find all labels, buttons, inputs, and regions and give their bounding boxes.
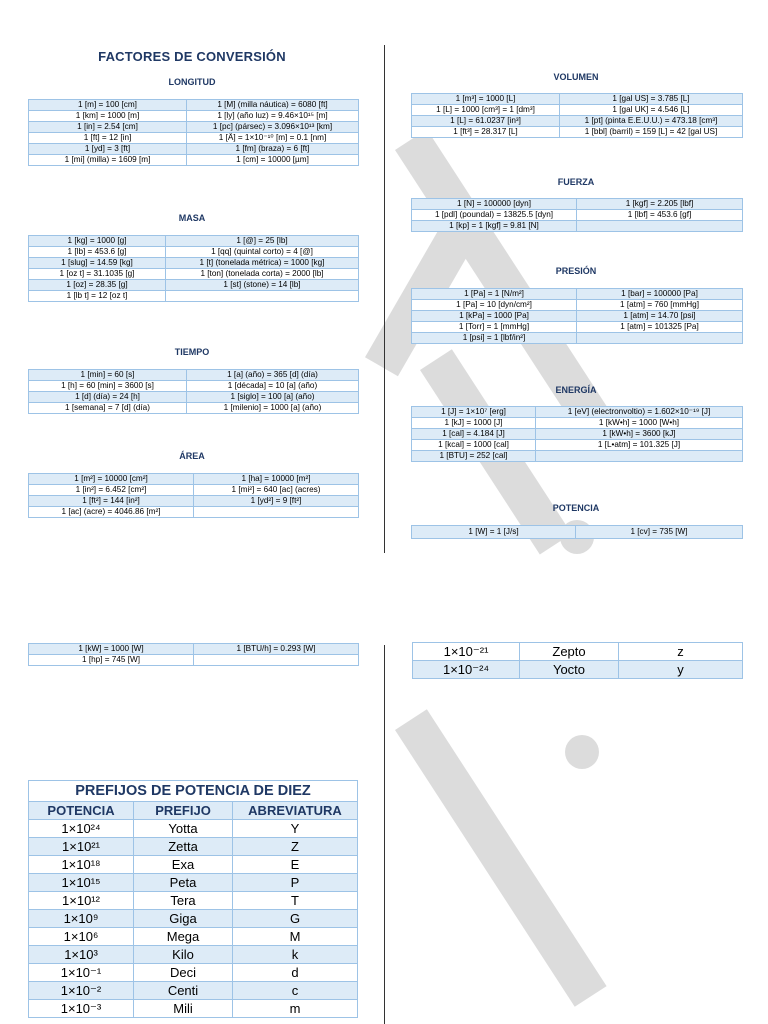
table-row — [29, 280, 359, 291]
cell: 1 [bar] = 100000 [Pa] — [577, 289, 743, 300]
section-title-fuerza: FUERZA — [557, 177, 595, 187]
cell: 1 [L] = 1000 [cm³] = 1 [dm³] — [412, 105, 560, 116]
table-row — [412, 451, 743, 462]
cell — [536, 451, 743, 462]
cell: 1 [ly] (año luz) = 9.46×10¹⁵ [m] — [187, 111, 359, 122]
cell: 1 [bbl] (barril) = 159 [L] = 42 [gal US] — [560, 127, 743, 138]
cell: 1 [h] = 60 [min] = 3600 [s] — [29, 381, 187, 392]
cell: 1 [kJ] = 1000 [J] — [412, 418, 536, 429]
table-row — [412, 429, 743, 440]
table-row — [412, 322, 743, 333]
cell: 1 [kW] = 1000 [W] — [29, 644, 194, 655]
cell: 1×10¹⁸ — [29, 856, 134, 874]
table-row — [29, 100, 359, 111]
table-row — [29, 644, 359, 655]
cell: 1 [ft²] = 144 [in²] — [29, 496, 194, 507]
cell: 1 [m³] = 1000 [L] — [412, 94, 560, 105]
cell: 1 [kW•h] = 3600 [kJ] — [536, 429, 743, 440]
cell: 1×10⁶ — [29, 928, 134, 946]
cell: 1 [cv] = 735 [W] — [576, 526, 743, 539]
cell: Yocto — [520, 661, 619, 679]
cell: 1 [mi²] = 640 [ac] (acres) — [194, 485, 359, 496]
table-row — [29, 856, 358, 874]
cell: 1 [m] = 100 [cm] — [29, 100, 187, 111]
cell: 1 [pt] (pinta E.E.U.U.) = 473.18 [cm³] — [560, 116, 743, 127]
table-row — [412, 94, 743, 105]
cell: Deci — [134, 964, 233, 982]
cell: 1 [slug] = 14.59 [kg] — [29, 258, 166, 269]
cell: 1 [atm] = 760 [mmHg] — [577, 300, 743, 311]
cell: d — [233, 964, 358, 982]
cell: M — [233, 928, 358, 946]
section-title-area: ÁREA — [179, 451, 205, 461]
cell: 1 [yd] = 3 [ft] — [29, 144, 187, 155]
cell: 1 [cal] = 4.184 [J] — [412, 429, 536, 440]
section-title-longitud: LONGITUD — [168, 77, 216, 87]
table-fuerza — [411, 198, 743, 232]
table-row — [29, 982, 358, 1000]
cell: 1 [Pa] = 10 [dyn/cm²] — [412, 300, 577, 311]
cell: 1 [min] = 60 [s] — [29, 370, 187, 381]
table-row — [29, 496, 359, 507]
cell: c — [233, 982, 358, 1000]
cell: 1 [in²] = 6.452 [cm²] — [29, 485, 194, 496]
cell: 1×10⁹ — [29, 910, 134, 928]
table-longitud — [28, 99, 359, 166]
cell — [166, 291, 359, 302]
cell: G — [233, 910, 358, 928]
cell: 1 [kPa] = 1000 [Pa] — [412, 311, 577, 322]
section-title-presion: PRESIÓN — [555, 266, 597, 276]
table-row — [412, 526, 743, 539]
cell: 1 [pdl] (poundal) = 13825.5 [dyn] — [412, 210, 577, 221]
table-row — [29, 946, 358, 964]
cell: 1 [N] = 100000 [dyn] — [412, 199, 577, 210]
table-row — [29, 1000, 358, 1018]
table-prefijos — [28, 780, 358, 1018]
cell: Yotta — [134, 820, 233, 838]
column-header-abreviatura: ABREVIATURA — [233, 802, 358, 820]
cell: Centi — [134, 982, 233, 1000]
cell: 1 [oz t] = 31.1035 [g] — [29, 269, 166, 280]
table-presion — [411, 288, 743, 344]
table-row — [29, 291, 359, 302]
cell: 1×10²⁴ — [29, 820, 134, 838]
cell: 1 [siglo] = 100 [a] (año) — [187, 392, 359, 403]
table-row — [29, 392, 359, 403]
cell: 1 [Torr] = 1 [mmHg] — [412, 322, 577, 333]
cell: 1 [ft³] = 28.317 [L] — [412, 127, 560, 138]
cell: 1 [W] = 1 [J/s] — [412, 526, 576, 539]
cell: 1 [oz] = 28.35 [g] — [29, 280, 166, 291]
table-row — [412, 418, 743, 429]
table-row — [412, 199, 743, 210]
cell: Exa — [134, 856, 233, 874]
table-row — [412, 221, 743, 232]
table-row — [412, 333, 743, 344]
cell: 1 [kcal] = 1000 [cal] — [412, 440, 536, 451]
table-row — [412, 210, 743, 221]
cell: 1×10⁻³ — [29, 1000, 134, 1018]
table-row — [29, 892, 358, 910]
cell: 1 [kgf] = 2.205 [lbf] — [577, 199, 743, 210]
table-row — [29, 507, 359, 518]
cell: E — [233, 856, 358, 874]
cell: 1 [gal US] = 3.785 [L] — [560, 94, 743, 105]
cell: 1 [atm] = 101325 [Pa] — [577, 322, 743, 333]
cell: P — [233, 874, 358, 892]
cell: 1 [m²] = 10000 [cm²] — [29, 474, 194, 485]
section-title-volumen: VOLUMEN — [553, 72, 599, 82]
section-title-potencia: POTENCIA — [552, 503, 600, 513]
cell: 1 [M] (milla náutica) = 6080 [ft] — [187, 100, 359, 111]
cell: T — [233, 892, 358, 910]
cell: 1 [ft] = 12 [in] — [29, 133, 187, 144]
cell: 1 [fm] (braza) = 6 [ft] — [187, 144, 359, 155]
table-row — [29, 485, 359, 496]
cell: 1 [st] (stone) = 14 [lb] — [166, 280, 359, 291]
cell: 1 [J] = 1×10⁷ [erg] — [412, 407, 536, 418]
table-row — [413, 643, 743, 661]
cell: 1 [ac] (acre) = 4046.86 [m²] — [29, 507, 194, 518]
table-row — [29, 269, 359, 280]
cell: Z — [233, 838, 358, 856]
cell: 1 [lb t] = 12 [oz t] — [29, 291, 166, 302]
cell — [577, 221, 743, 232]
column-divider-top — [384, 45, 385, 553]
table-row — [29, 111, 359, 122]
cell: 1 [milenio] = 1000 [a] (año) — [187, 403, 359, 414]
cell: Zepto — [520, 643, 619, 661]
cell: Peta — [134, 874, 233, 892]
table-volumen — [411, 93, 743, 138]
section-title-energia: ENERGÍA — [555, 385, 597, 395]
cell: 1 [L] = 61.0237 [in³] — [412, 116, 560, 127]
column-header-potencia: POTENCIA — [29, 802, 134, 820]
table-row — [29, 838, 358, 856]
cell: 1×10¹² — [29, 892, 134, 910]
table-row — [29, 381, 359, 392]
cell: 1×10⁻¹ — [29, 964, 134, 982]
table-row — [412, 116, 743, 127]
section-title-tiempo: TIEMPO — [174, 347, 210, 357]
table-row — [29, 928, 358, 946]
cell: 1 [eV] (electronvoltio) = 1.602×10⁻¹⁹ [J] — [536, 407, 743, 418]
section-title-masa: MASA — [178, 213, 206, 223]
cell: 1 [semana] = 7 [d] (día) — [29, 403, 187, 414]
cell: 1 [gal UK] = 4.546 [L] — [560, 105, 743, 116]
table-row — [413, 661, 743, 679]
cell: 1 [ton] (tonelada corta) = 2000 [lb] — [166, 269, 359, 280]
table-row — [412, 127, 743, 138]
column-header-prefijo: PREFIJO — [134, 802, 233, 820]
table-prefijos-continued — [412, 642, 743, 679]
prefijos-title: PREFIJOS DE POTENCIA DE DIEZ — [29, 781, 358, 802]
cell: 1 [lbf] = 453.6 [gf] — [577, 210, 743, 221]
cell: Mili — [134, 1000, 233, 1018]
column-divider-bottom — [384, 645, 385, 1024]
table-masa — [28, 235, 359, 302]
cell: 1 [década] = 10 [a] (año) — [187, 381, 359, 392]
cell: Y — [233, 820, 358, 838]
table-row — [29, 144, 359, 155]
cell: Mega — [134, 928, 233, 946]
table-row — [29, 964, 358, 982]
cell: Kilo — [134, 946, 233, 964]
cell: 1 [@] = 25 [lb] — [166, 236, 359, 247]
cell: 1 [a] (año) = 365 [d] (día) — [187, 370, 359, 381]
cell: 1 [BTU] = 252 [cal] — [412, 451, 536, 462]
table-row — [29, 474, 359, 485]
table-row — [29, 820, 358, 838]
cell: 1×10⁻²⁴ — [413, 661, 520, 679]
cell — [194, 655, 359, 666]
table-tiempo — [28, 369, 359, 414]
table-row — [412, 105, 743, 116]
cell: 1 [kp] = 1 [kgf] = 9.81 [N] — [412, 221, 577, 232]
page-title: FACTORES DE CONVERSIÓN — [98, 49, 286, 64]
cell: 1 [km] = 1000 [m] — [29, 111, 187, 122]
cell: Giga — [134, 910, 233, 928]
cell: 1×10⁻²¹ — [413, 643, 520, 661]
cell — [194, 507, 359, 518]
cell: 1 [kg] = 1000 [g] — [29, 236, 166, 247]
cell: 1 [t] (tonelada métrica) = 1000 [kg] — [166, 258, 359, 269]
cell: k — [233, 946, 358, 964]
table-row — [29, 910, 358, 928]
cell: 1 [ha] = 10000 [m²] — [194, 474, 359, 485]
table-potencia-continued — [28, 643, 359, 666]
cell: m — [233, 1000, 358, 1018]
table-row — [412, 407, 743, 418]
table-row — [29, 122, 359, 133]
cell: z — [619, 643, 743, 661]
table-area — [28, 473, 359, 518]
cell: 1 [yd²] = 9 [ft²] — [194, 496, 359, 507]
cell: y — [619, 661, 743, 679]
cell: 1 [psi] = 1 [lbf/in²] — [412, 333, 577, 344]
cell: 1 [atm] = 14.70 [psi] — [577, 311, 743, 322]
table-row — [412, 300, 743, 311]
table-potencia — [411, 525, 743, 539]
table-row — [29, 370, 359, 381]
cell: 1 [L•atm] = 101.325 [J] — [536, 440, 743, 451]
cell: 1×10²¹ — [29, 838, 134, 856]
table-row — [412, 311, 743, 322]
table-row — [412, 289, 743, 300]
cell: 1 [in] = 2.54 [cm] — [29, 122, 187, 133]
cell: 1 [qq] (quintal corto) = 4 [@] — [166, 247, 359, 258]
cell: 1 [cm] = 10000 [µm] — [187, 155, 359, 166]
cell — [577, 333, 743, 344]
cell: 1×10³ — [29, 946, 134, 964]
cell: 1 [Å] = 1×10⁻¹⁰ [m] = 0.1 [nm] — [187, 133, 359, 144]
cell: 1 [hp] = 745 [W] — [29, 655, 194, 666]
cell: 1 [BTU/h] = 0.293 [W] — [194, 644, 359, 655]
table-energia — [411, 406, 743, 462]
cell: 1 [pc] (pársec) = 3.096×10¹³ [km] — [187, 122, 359, 133]
cell: 1×10⁻² — [29, 982, 134, 1000]
table-row — [412, 440, 743, 451]
cell: 1×10¹⁵ — [29, 874, 134, 892]
cell: Zetta — [134, 838, 233, 856]
cell: 1 [d] (día) = 24 [h] — [29, 392, 187, 403]
table-row — [29, 403, 359, 414]
table-row — [29, 236, 359, 247]
table-row — [29, 258, 359, 269]
cell: 1 [Pa] = 1 [N/m²] — [412, 289, 577, 300]
table-row — [29, 655, 359, 666]
table-row — [29, 133, 359, 144]
cell: 1 [lb] = 453.6 [g] — [29, 247, 166, 258]
cell: 1 [mi] (milla) = 1609 [m] — [29, 155, 187, 166]
table-row — [29, 874, 358, 892]
cell: Tera — [134, 892, 233, 910]
table-row — [29, 247, 359, 258]
cell: 1 [kW•h] = 1000 [W•h] — [536, 418, 743, 429]
table-row — [29, 155, 359, 166]
